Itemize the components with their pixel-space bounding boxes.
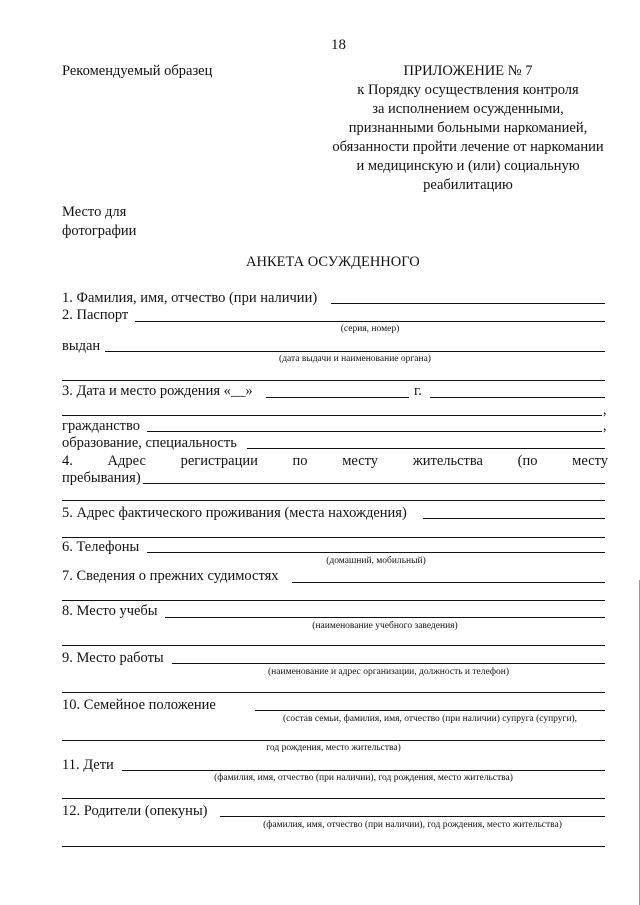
field-passport-line[interactable] — [135, 321, 605, 322]
field-issued-line[interactable] — [105, 351, 605, 352]
word: Адрес — [107, 453, 146, 469]
field-children-line-2[interactable] — [62, 798, 605, 799]
field-parents-line-2[interactable] — [62, 846, 605, 847]
appendix-block — [318, 62, 618, 195]
comma-mark: , — [603, 418, 607, 434]
field-full-name-label: 1. Фамилия, имя, отчество (при наличии) — [62, 290, 318, 306]
field-family-label: 10. Семейное положение — [62, 697, 216, 713]
field-registration-label-cont: пребывания) — [62, 470, 141, 486]
field-children-hint: (фамилия, имя, отчество (при наличии), год рождения, место жительства) — [214, 773, 513, 783]
field-study-label: 8. Место учебы — [62, 603, 158, 619]
field-actual-address-line-2[interactable] — [62, 537, 605, 538]
field-family-line[interactable] — [255, 710, 605, 711]
field-issued-line-2[interactable] — [62, 380, 605, 381]
field-full-name-line[interactable] — [331, 303, 605, 304]
appendix-line: за исполнением осужденными, — [372, 101, 564, 117]
field-children-label: 11. Дети — [62, 757, 114, 773]
photo-label-line: фотографии — [62, 223, 137, 239]
field-work-hint: (наименование и адрес организации, должность и телефон) — [268, 667, 509, 677]
field-convictions-line-2[interactable] — [62, 600, 605, 601]
field-convictions-label: 7. Сведения о прежних судимостях — [62, 568, 279, 584]
field-birth-year-label: г. — [414, 383, 422, 399]
appendix-line: реабилитацию — [423, 177, 513, 193]
field-education-line[interactable] — [247, 448, 605, 449]
appendix-title: ПРИЛОЖЕНИЕ № 7 — [403, 63, 533, 79]
page-number: 18 — [331, 37, 346, 53]
field-family-hint-2: год рождения, место жительства) — [266, 743, 401, 753]
field-family-hint: (состав семьи, фамилия, имя, отчество (при наличии) супруга (супруги), — [282, 714, 578, 724]
field-birth-place-line-2[interactable] — [62, 415, 602, 416]
field-issued-hint: (дата выдачи и наименование органа) — [279, 354, 431, 364]
field-registration-line-2[interactable] — [62, 500, 605, 501]
field-education-label: образование, специальность — [62, 435, 237, 451]
appendix-line: признанными больными наркоманией, — [348, 120, 588, 136]
field-actual-address-label: 5. Адрес фактического проживания (места нахождения) — [62, 505, 407, 521]
field-work-label: 9. Место работы — [62, 650, 164, 666]
word: по — [292, 453, 308, 469]
appendix-line: обязанности пройти лечение от наркомании — [332, 139, 604, 155]
field-study-line-2[interactable] — [62, 645, 605, 646]
field-birth-date-line[interactable] — [266, 397, 409, 398]
word: регистрации — [180, 453, 258, 469]
word: месту — [572, 453, 608, 469]
field-parents-label: 12. Родители (опекуны) — [62, 803, 208, 819]
form-title: АНКЕТА ОСУЖДЕННОГО — [246, 254, 420, 270]
word: (по — [517, 453, 538, 469]
recommended-sample-label: Рекомендуемый образец — [62, 63, 213, 79]
appendix-line: к Порядку осуществления контроля — [357, 82, 579, 98]
field-study-line[interactable] — [165, 617, 605, 618]
word: 4. — [62, 453, 73, 469]
field-parents-hint: (фамилия, имя, отчество (при наличии), год рождения, место жительства) — [263, 820, 562, 830]
field-passport-hint: (серия, номер) — [340, 324, 400, 334]
field-phones-line[interactable] — [147, 552, 605, 553]
field-phones-hint: (домашний, мобильный) — [326, 556, 426, 566]
field-parents-line[interactable] — [220, 816, 605, 817]
appendix-line: и медицинскую и (или) социальную — [356, 158, 580, 174]
word: жительства — [412, 453, 483, 469]
field-phones-label: 6. Телефоны — [62, 539, 140, 555]
field-work-line[interactable] — [172, 663, 605, 664]
field-registration-label — [62, 453, 608, 470]
field-family-line-2[interactable] — [62, 740, 605, 741]
field-study-hint: (наименование учебного заведения) — [312, 621, 458, 631]
field-passport-label: 2. Паспорт — [62, 307, 129, 323]
field-birth-place-line[interactable] — [430, 397, 605, 398]
field-citizenship-line[interactable] — [147, 431, 602, 432]
field-work-line-2[interactable] — [62, 692, 605, 693]
comma-mark: , — [603, 402, 607, 418]
field-citizenship-label: гражданство — [62, 418, 140, 434]
field-issued-label: выдан — [62, 338, 101, 354]
field-birth-label: 3. Дата и место рождения «__» — [62, 383, 253, 399]
photo-placeholder — [62, 203, 136, 241]
field-registration-line[interactable] — [143, 483, 605, 484]
field-convictions-line[interactable] — [292, 582, 605, 583]
field-actual-address-line[interactable] — [423, 518, 605, 519]
photo-label-line: Место для — [62, 204, 127, 220]
field-children-line[interactable] — [122, 770, 605, 771]
word: месту — [342, 453, 379, 469]
